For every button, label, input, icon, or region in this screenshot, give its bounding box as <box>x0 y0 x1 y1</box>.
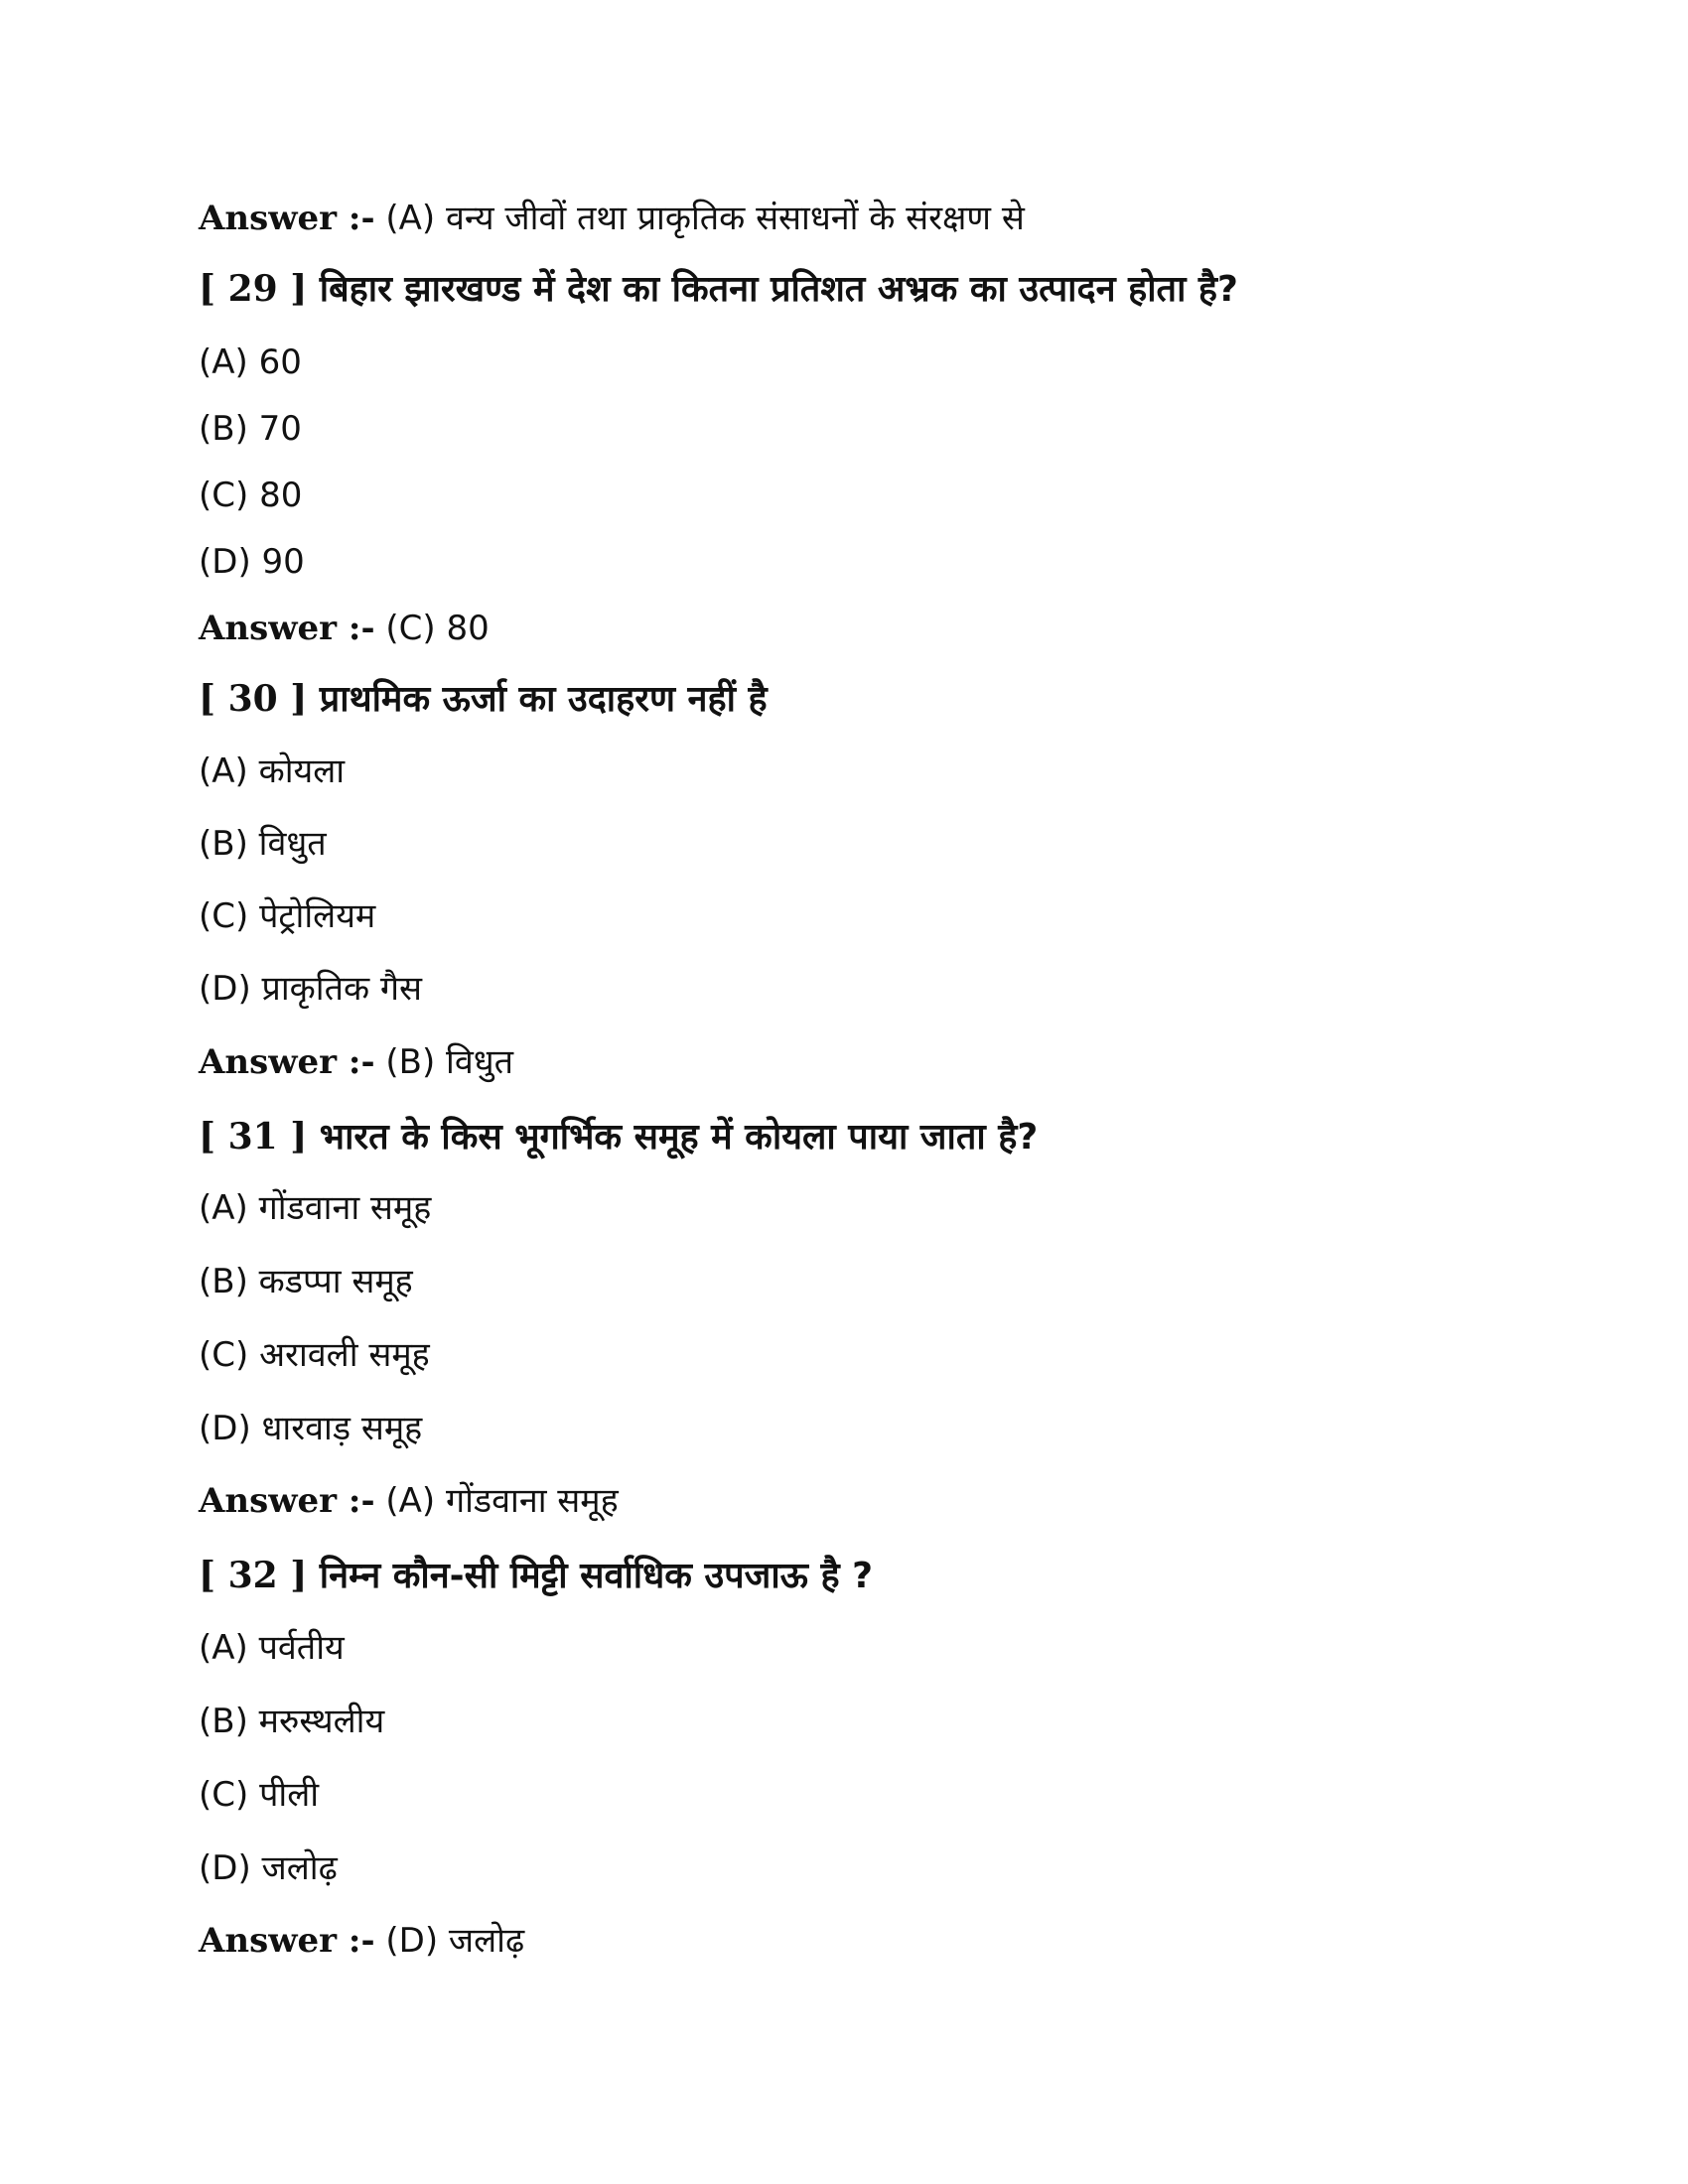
question-30 <box>199 678 768 721</box>
answer-line-q30 <box>199 1042 513 1083</box>
answer-label: Answer :- <box>199 199 375 238</box>
answer-line-q31 <box>199 1481 619 1522</box>
option-32-b: (B) मरुस्थलीय <box>199 1702 385 1741</box>
question-number: [ 31 ] <box>199 1116 308 1158</box>
answer-line-q29 <box>199 609 490 649</box>
answer-label: Answer :- <box>199 609 375 648</box>
answer-label: Answer :- <box>199 1042 375 1082</box>
question-number: [ 30 ] <box>199 678 308 720</box>
answer-value: (A) वन्य जीवों तथा प्राकृतिक संसाधनों के संरक्षण से <box>385 199 1025 238</box>
option-30-a: (A) कोयला <box>199 751 346 791</box>
question-number: [ 29 ] <box>199 268 308 310</box>
question-text: भारत के किस भूगर्भिक समूह में कोयला पाया जाता है? <box>319 1117 1039 1158</box>
answer-line-q32 <box>199 1921 524 1962</box>
question-text: प्राथमिक ऊर्जा का उदाहरण नहीं है <box>319 679 768 720</box>
option-31-c: (C) अरावली समूह <box>199 1335 430 1375</box>
option-30-d: (D) प्राकृतिक गैस <box>199 969 423 1009</box>
question-31 <box>199 1116 1038 1159</box>
question-29 <box>199 268 1238 311</box>
option-32-d: (D) जलोढ़ <box>199 1848 338 1888</box>
question-number: [ 32 ] <box>199 1555 308 1596</box>
answer-value: (B) विधुत <box>385 1042 514 1082</box>
answer-label: Answer :- <box>199 1481 375 1521</box>
option-31-a: (A) गोंडवाना समूह <box>199 1188 432 1228</box>
question-32 <box>199 1555 873 1597</box>
option-30-c: (C) पेट्रोलियम <box>199 896 376 936</box>
option-29-c: (C) 80 <box>199 476 303 515</box>
option-29-b: (B) 70 <box>199 409 302 449</box>
answer-value: (A) गोंडवाना समूह <box>385 1481 619 1521</box>
option-29-d: (D) 90 <box>199 542 305 582</box>
answer-label: Answer :- <box>199 1921 375 1961</box>
option-32-c: (C) पीली <box>199 1775 320 1815</box>
option-31-d: (D) धारवाड़ समूह <box>199 1409 423 1448</box>
question-text: निम्न कौन-सी मिट्टी सर्वाधिक उपजाऊ है ? <box>319 1556 873 1596</box>
question-text: बिहार झारखण्ड में देश का कितना प्रतिशत अभ्रक का उत्पादन होता है? <box>319 269 1238 310</box>
option-30-b: (B) विधुत <box>199 824 327 864</box>
option-32-a: (A) पर्वतीय <box>199 1628 345 1668</box>
answer-value: (C) 80 <box>385 609 490 648</box>
option-31-b: (B) कडप्पा समूह <box>199 1262 413 1301</box>
option-29-a: (A) 60 <box>199 342 302 382</box>
answer-value: (D) जलोढ़ <box>385 1921 525 1961</box>
answer-line-q28 <box>199 199 1025 239</box>
